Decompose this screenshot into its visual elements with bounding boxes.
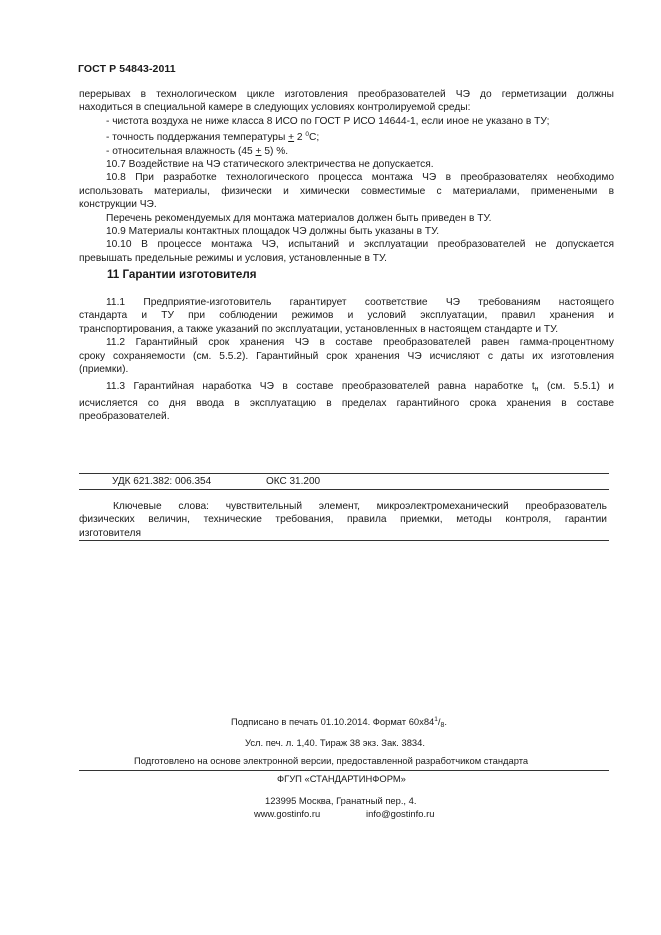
degree-superscript: 0 — [305, 131, 310, 139]
format-subscript: 8 — [440, 722, 445, 729]
publisher-website: www.gostinfo.ru — [254, 808, 321, 819]
text-fragment: . — [444, 716, 447, 727]
clause-11-3-line: исчисляется со дня ввода в эксплуатацию в пределах гарантийного срока хранения в составе — [79, 397, 614, 409]
clause-10-9: 10.9 Материалы контактных площадок ЧЭ должны быть указаны в ТУ. — [106, 226, 440, 238]
intro-paragraph — [79, 88, 614, 265]
clause-10-8-line: 10.8 При разработке технологического процесса монтажа ЧЭ в преобразователях необходимо — [106, 172, 614, 184]
bullet-air-purity: - чистота воздуха не ниже класса 8 ИСО по ГОСТ Р ИСО 14644-1, если иное не указано в ТУ; — [106, 115, 550, 127]
section-11-body — [79, 296, 614, 424]
text-line: перерывах в технологическом цикле изготовления преобразователей ЧЭ до герметизации должны — [79, 89, 614, 100]
bullet-temperature — [79, 128, 614, 144]
text-fragment: (см. 5.5.1) и — [538, 381, 614, 393]
text-line: находиться в специальной камере в следующих условиях контролируемой среды: — [79, 102, 471, 114]
clause-10-8-line: конструкции ЧЭ. — [79, 199, 157, 211]
clause-11-1-line: транспортирования, а также указаний по эксплуатации, установленных в настоящем стандарте и ТУ. — [79, 323, 559, 335]
publisher-email: info@gostinfo.ru — [366, 808, 435, 819]
divider-line — [79, 770, 609, 771]
clause-10-10-line: 10.10 В процессе монтажа ЧЭ, испытаний и эксплуатации преобразователей не допускается — [106, 239, 614, 251]
signed-for-print — [231, 716, 447, 729]
publisher-address: 123995 Москва, Гранатный пер., 4. — [265, 795, 417, 806]
subscript-n: н — [534, 386, 539, 394]
divider-line — [79, 489, 609, 490]
plus-minus-sign: + — [255, 145, 262, 157]
format-superscript: 1 — [434, 716, 438, 723]
udk-code: УДК 621.382: 006.354 — [112, 476, 212, 487]
oks-code: ОКС 31.200 — [266, 476, 321, 487]
clause-10-7: 10.7 Воздействие на ЧЭ статического электричества не допускается. — [106, 159, 434, 171]
text-fragment: Подписано в печать 01.10.2014. Формат 60х84 — [231, 716, 435, 727]
text-fragment: / — [437, 716, 441, 727]
keywords-line: физических величин, технические требования, правила приемки, методы контроля, гарантии — [79, 514, 607, 526]
clause-11-3-line — [79, 380, 614, 396]
clause-11-1-line: 11.1 Предприятие-изготовитель гарантирует соответствие ЧЭ требованиям настоящего — [106, 297, 614, 308]
clause-10-10-line: превышать предельные режимы и условия, установленные в ТУ. — [79, 252, 387, 264]
keywords-line: изготовителя — [79, 527, 141, 539]
text-fragment: - относительная влажность (45 — [106, 145, 256, 157]
keywords-line: Ключевые слова: чувствительный элемент, микроэлектромеханический преобразователь — [113, 501, 607, 512]
plus-minus-sign: + — [288, 132, 295, 144]
text-fragment: - точность поддержания температуры — [106, 132, 289, 144]
divider-line — [79, 540, 609, 541]
divider-line — [79, 473, 609, 474]
keywords-block — [79, 500, 607, 540]
print-info: Усл. печ. л. 1,40. Тираж 38 экз. Зак. 3834. — [245, 737, 425, 748]
clause-11-2-line: (приемки). — [79, 364, 129, 376]
text-fragment: С; — [309, 132, 320, 144]
clause-11-3-line: преобразователей. — [79, 411, 170, 423]
clause-11-2-line: 11.2 Гарантийный срок хранения ЧЭ в составе преобразователей равен гамма-процентному — [106, 337, 614, 349]
clause-11-2-line: сроку сохраняемости (см. 5.5.2). Гарантийный срок хранения ЧЭ исчисляют с даты их изготовления — [79, 350, 614, 362]
standard-code-header: ГОСТ Р 54843-2011 — [78, 63, 176, 75]
bullet-humidity — [79, 145, 614, 158]
clause-10-8-line: использовать материалы, физически и химически совместимые с материалами, применеными в — [79, 185, 614, 197]
text-fragment: 2 — [294, 132, 306, 144]
text-fragment: 11.3 Гарантийная наработка ЧЭ в составе преобразователей равна наработке t — [106, 381, 535, 393]
section-11-heading: 11 Гарантии изготовителя — [107, 268, 257, 281]
clause-11-1-line: стандарта и ТУ при соблюдении режимов и условий эксплуатации, правил хранения и — [79, 310, 614, 322]
publisher-name: ФГУП «СТАНДАРТИНФОРМ» — [277, 773, 406, 784]
clause-10-8-materials: Перечень рекомендуемых для монтажа материалов должен быть приведен в ТУ. — [106, 212, 492, 224]
text-fragment: 5) %. — [261, 145, 289, 157]
prepared-note: Подготовлено на основе электронной версии, предоставленной разработчиком стандарта — [134, 755, 529, 766]
